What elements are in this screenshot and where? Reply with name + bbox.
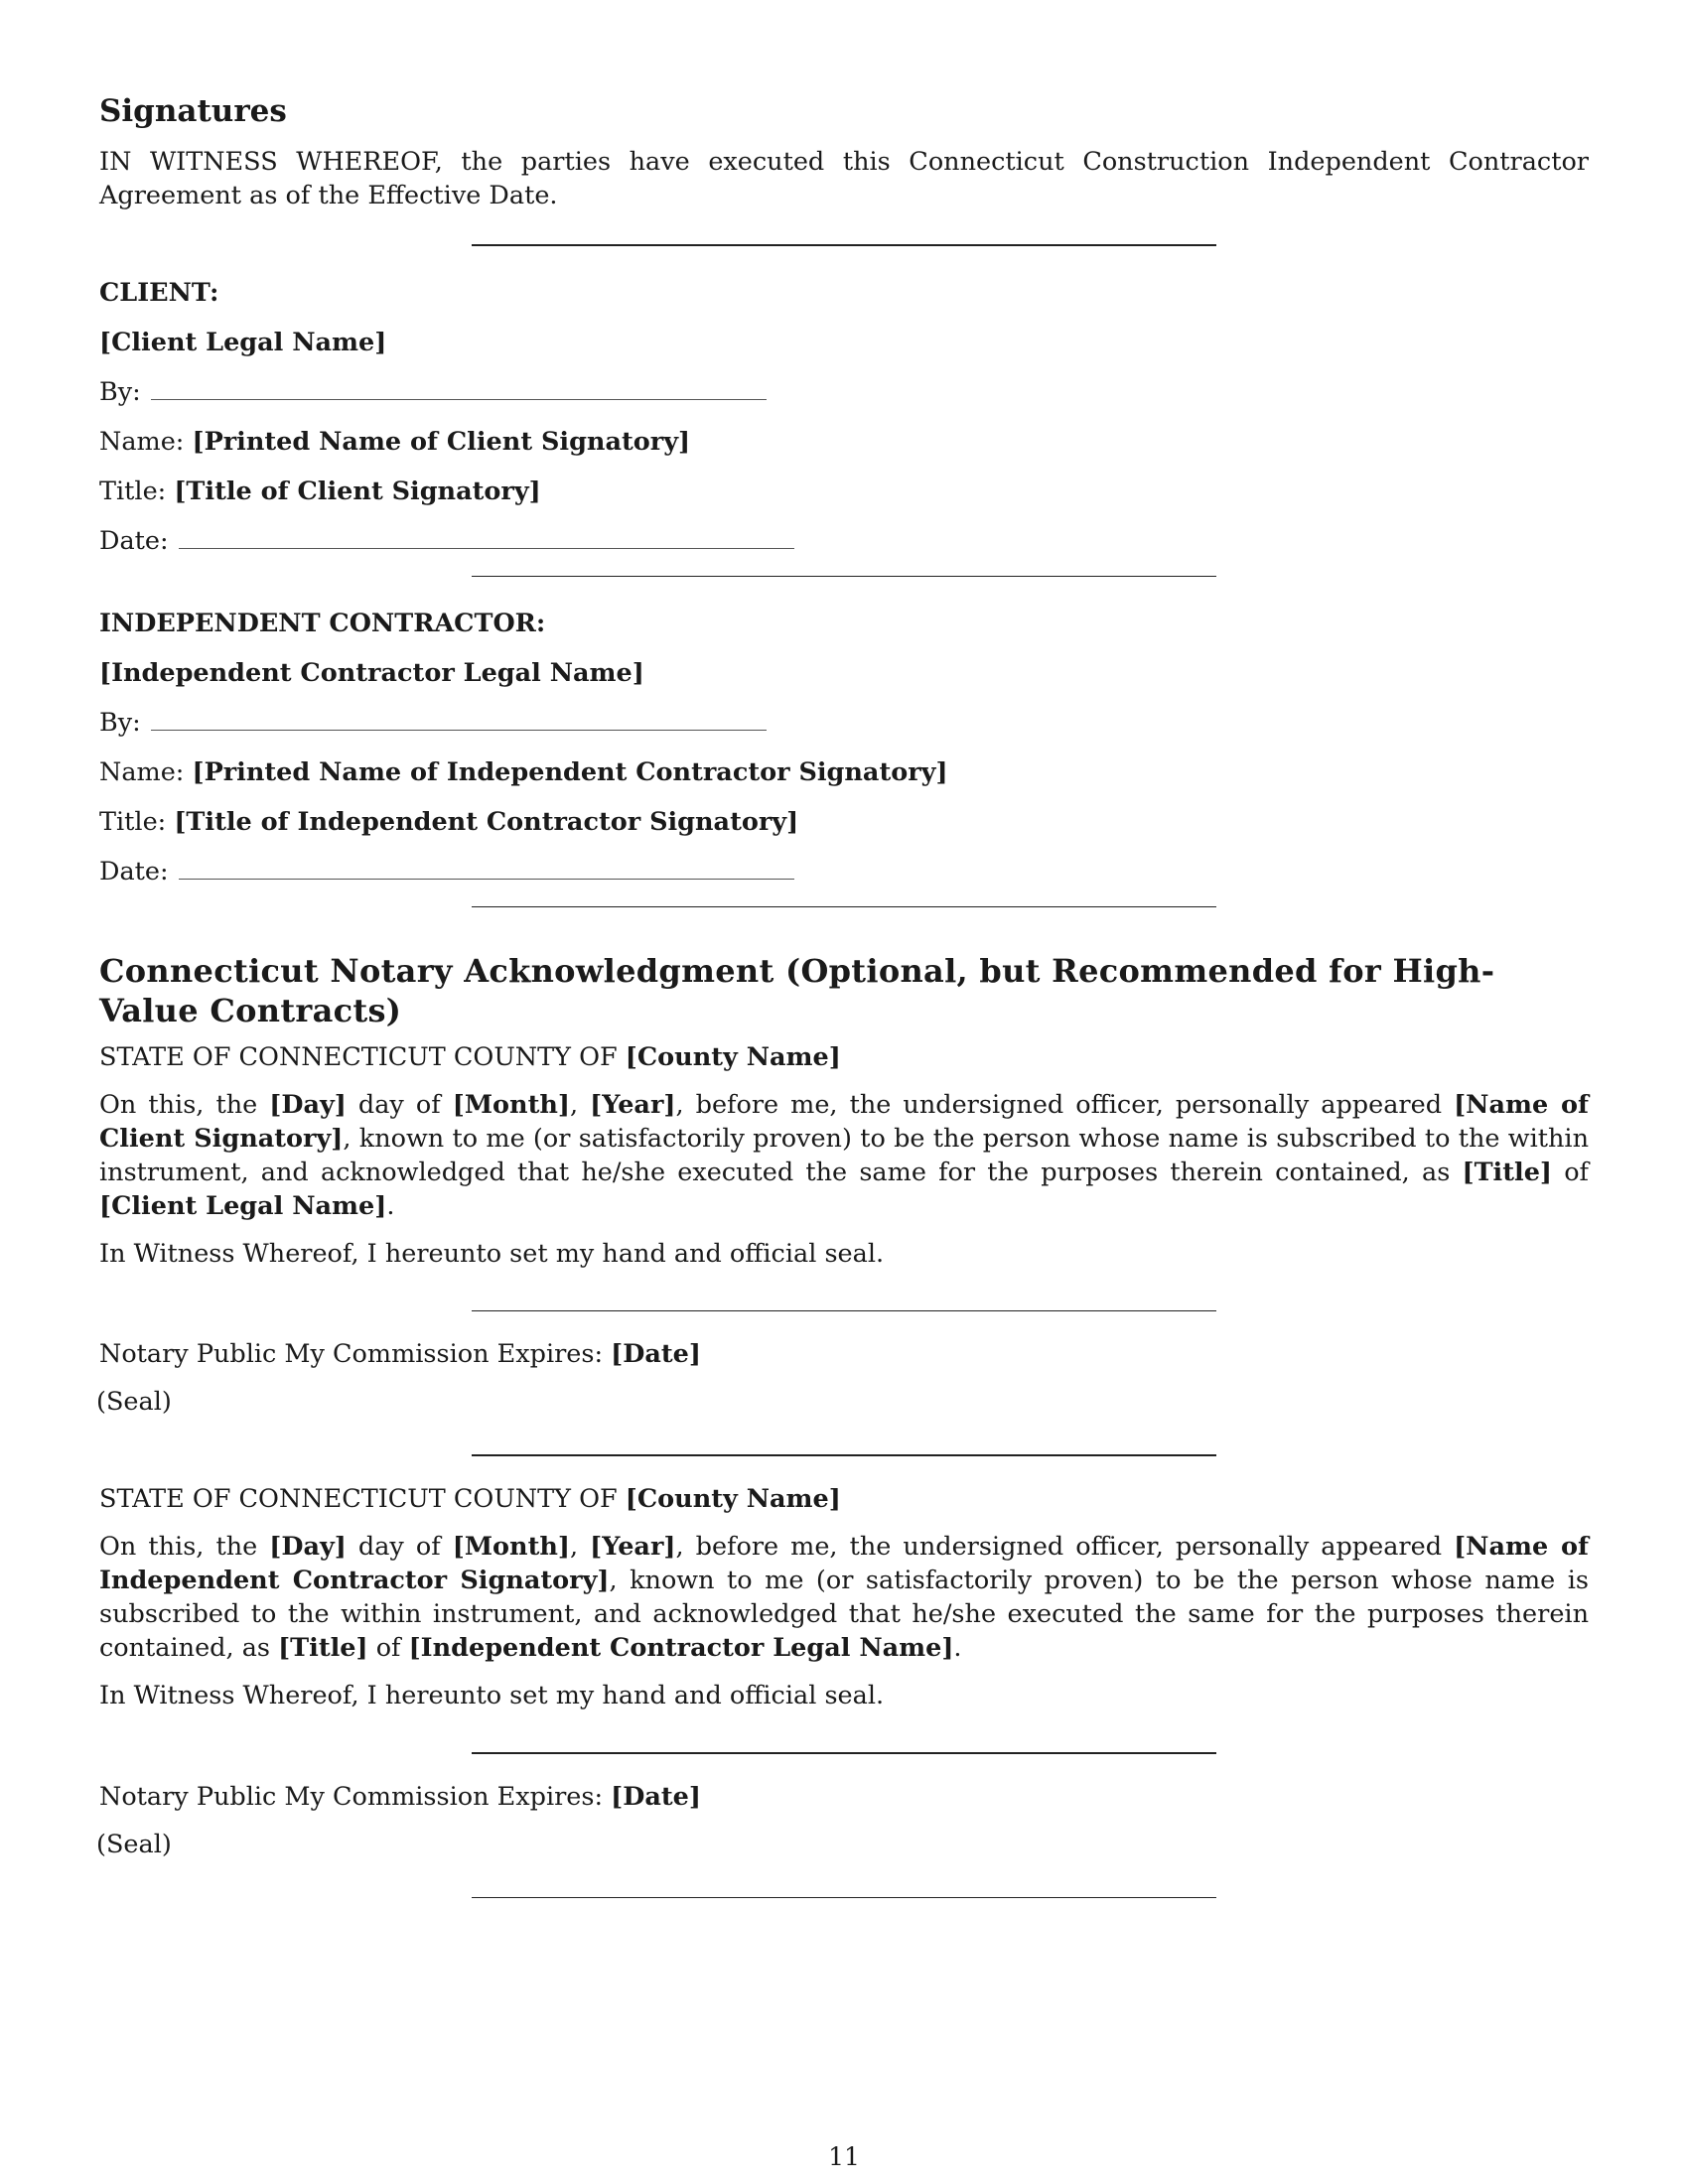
statement-text: , known to me (or satisfactorily proven) to be the person whose name is subscribed to the within instrument, and acknowledged that he/she executed the same for the purposes therein contained, as	[99, 1566, 1590, 1663]
statement-text: , before me, the undersigned officer, personally appeared	[675, 1532, 1455, 1562]
divider-rule	[472, 576, 1216, 577]
month-placeholder: [Month]	[452, 1090, 570, 1120]
divider-rule	[472, 1897, 1216, 1898]
notary-signature-rule	[472, 1310, 1216, 1311]
contractor-notary-seal: (Seal)	[96, 1830, 172, 1859]
client-notary-expires	[99, 1337, 1589, 1371]
statement-text: day of	[346, 1090, 453, 1120]
contractor-notary-expires	[99, 1780, 1589, 1814]
divider-rule	[472, 1454, 1216, 1456]
statement-text: On this, the	[99, 1090, 270, 1120]
contractor-title-label: Title:	[99, 807, 167, 837]
year-placeholder: [Year]	[590, 1090, 676, 1120]
contractor-label: INDEPENDENT CONTRACTOR:	[99, 609, 546, 638]
client-title-value: [Title of Client Signatory]	[174, 477, 541, 506]
client-signature-block	[99, 268, 1589, 566]
contractor-notary-witness: In Witness Whereof, I hereunto set my hand and official seal.	[99, 1681, 885, 1710]
statement-text: ,	[569, 1090, 591, 1120]
contractor-date-line[interactable]	[179, 857, 794, 880]
contractor-by-label: By:	[99, 708, 141, 738]
contractor-legal-name: [Independent Contractor Legal Name]	[99, 658, 644, 688]
client-by-label: By:	[99, 377, 141, 407]
client-name-value: [Printed Name of Client Signatory]	[192, 427, 691, 457]
divider-rule	[472, 244, 1216, 246]
divider-rule	[472, 906, 1216, 907]
title-placeholder: [Title]	[1462, 1158, 1552, 1187]
day-placeholder: [Day]	[269, 1532, 347, 1562]
contractor-name-label: Name:	[99, 757, 185, 787]
client-notary-state	[99, 1040, 1589, 1074]
client-legal-name: [Client Legal Name]	[99, 328, 387, 357]
statement-text: of	[1551, 1158, 1589, 1187]
state-county-text: STATE OF CONNECTICUT COUNTY OF	[99, 1042, 626, 1072]
statement-text: , known to me (or satisfactorily proven) to be the person whose name is subscribed to the within instrument, and acknowledged that he/she executed the same for the purposes therein contained, as	[99, 1124, 1589, 1187]
legal-name-placeholder: [Client Legal Name]	[99, 1191, 387, 1221]
statement-text: ,	[569, 1532, 591, 1562]
state-county-text: STATE OF CONNECTICUT COUNTY OF	[99, 1484, 626, 1514]
year-placeholder: [Year]	[590, 1532, 676, 1562]
contractor-notary-block	[96, 1482, 1590, 1861]
expires-text: Notary Public My Commission Expires:	[99, 1339, 612, 1369]
notary-signature-rule	[472, 1752, 1216, 1754]
title-placeholder: [Title]	[278, 1633, 368, 1663]
county-placeholder: [County Name]	[625, 1042, 841, 1072]
client-title-label: Title:	[99, 477, 167, 506]
client-date-line[interactable]	[179, 526, 794, 549]
client-label: CLIENT:	[99, 278, 219, 308]
month-placeholder: [Month]	[452, 1532, 570, 1562]
page-number: 11	[828, 2142, 860, 2171]
statement-text: day of	[346, 1532, 453, 1562]
contractor-title-value: [Title of Independent Contractor Signatory]	[174, 807, 799, 837]
statement-text: .	[953, 1633, 962, 1663]
signatures-intro: IN WITNESS WHEREOF, the parties have executed this Connecticut Construction Independent Contractor Agreement as of the Effective Date.	[99, 147, 1589, 210]
client-signature-line[interactable]	[151, 377, 767, 400]
contractor-notary-statement	[99, 1530, 1589, 1665]
day-placeholder: [Day]	[269, 1090, 347, 1120]
statement-text: of	[367, 1633, 409, 1663]
contractor-name-value: [Printed Name of Independent Contractor Signatory]	[192, 757, 948, 787]
county-placeholder: [County Name]	[625, 1484, 841, 1514]
document-page	[96, 91, 1590, 1898]
statement-text: .	[386, 1191, 395, 1221]
client-notary-seal: (Seal)	[96, 1387, 172, 1417]
client-notary-statement	[99, 1088, 1589, 1223]
client-name-label: Name:	[99, 427, 185, 457]
signatory-placeholder: [Name of Client Signatory]	[99, 1090, 1589, 1154]
client-notary-witness: In Witness Whereof, I hereunto set my hand and official seal.	[99, 1239, 885, 1269]
expires-date-placeholder: [Date]	[611, 1339, 701, 1369]
statement-text: On this, the	[99, 1532, 270, 1562]
statement-text: , before me, the undersigned officer, personally appeared	[675, 1090, 1455, 1120]
signatory-placeholder: [Name of Independent Contractor Signatory]	[99, 1532, 1589, 1595]
legal-name-placeholder: [Independent Contractor Legal Name]	[408, 1633, 954, 1663]
expires-text: Notary Public My Commission Expires:	[99, 1782, 612, 1812]
contractor-signature-line[interactable]	[151, 708, 767, 731]
signatures-heading: Signatures	[99, 93, 287, 129]
contractor-notary-state	[99, 1482, 1589, 1516]
client-date-label: Date:	[99, 526, 169, 556]
notary-heading: Connecticut Notary Acknowledgment (Optional, but Recommended for High-Value Contracts)	[99, 952, 1495, 1029]
expires-date-placeholder: [Date]	[611, 1782, 701, 1812]
contractor-date-label: Date:	[99, 857, 169, 887]
client-notary-block	[96, 1040, 1589, 1419]
contractor-signature-block	[99, 599, 1589, 896]
